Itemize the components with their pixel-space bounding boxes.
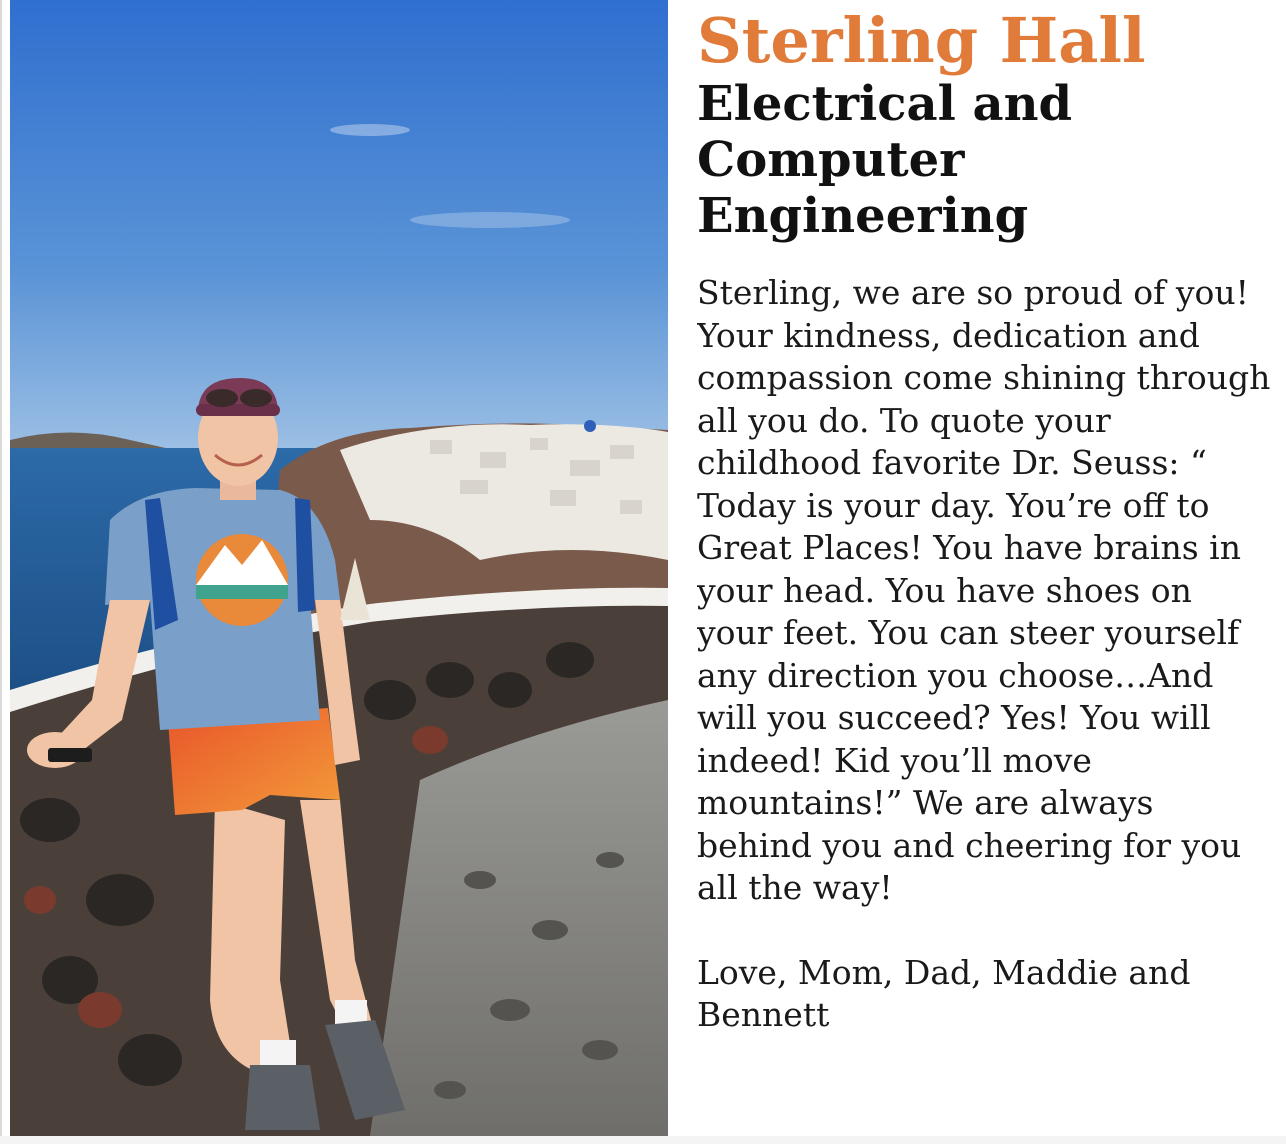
- tribute-text: [697, 6, 1277, 1136]
- tribute-message: [697, 272, 1277, 910]
- bottom-rule: [0, 1136, 1286, 1144]
- sky: [10, 0, 668, 450]
- message-body: Your kindness, dedication and compassion come shining through all you do. To quote your childhood favorite Dr. Seuss: “ Today is your day. You’re off to Great Places! You have brains in your head. You have shoes on your feet. You can steer yourself any direction you choose…And will you succeed? Yes! You will indeed! Kid you’ll move mountains!” We are always behind you and cheering for you all the way!: [697, 315, 1271, 907]
- graduate-photo: [10, 0, 668, 1136]
- message-opening: Sterling, we are so proud of you!: [697, 273, 1249, 312]
- graduate-name: Sterling Hall: [697, 6, 1146, 77]
- signature: Love, Mom, Dad, Maddie and Bennett: [697, 952, 1191, 1034]
- department-title: Electrical and Computer Engineering: [697, 76, 1073, 244]
